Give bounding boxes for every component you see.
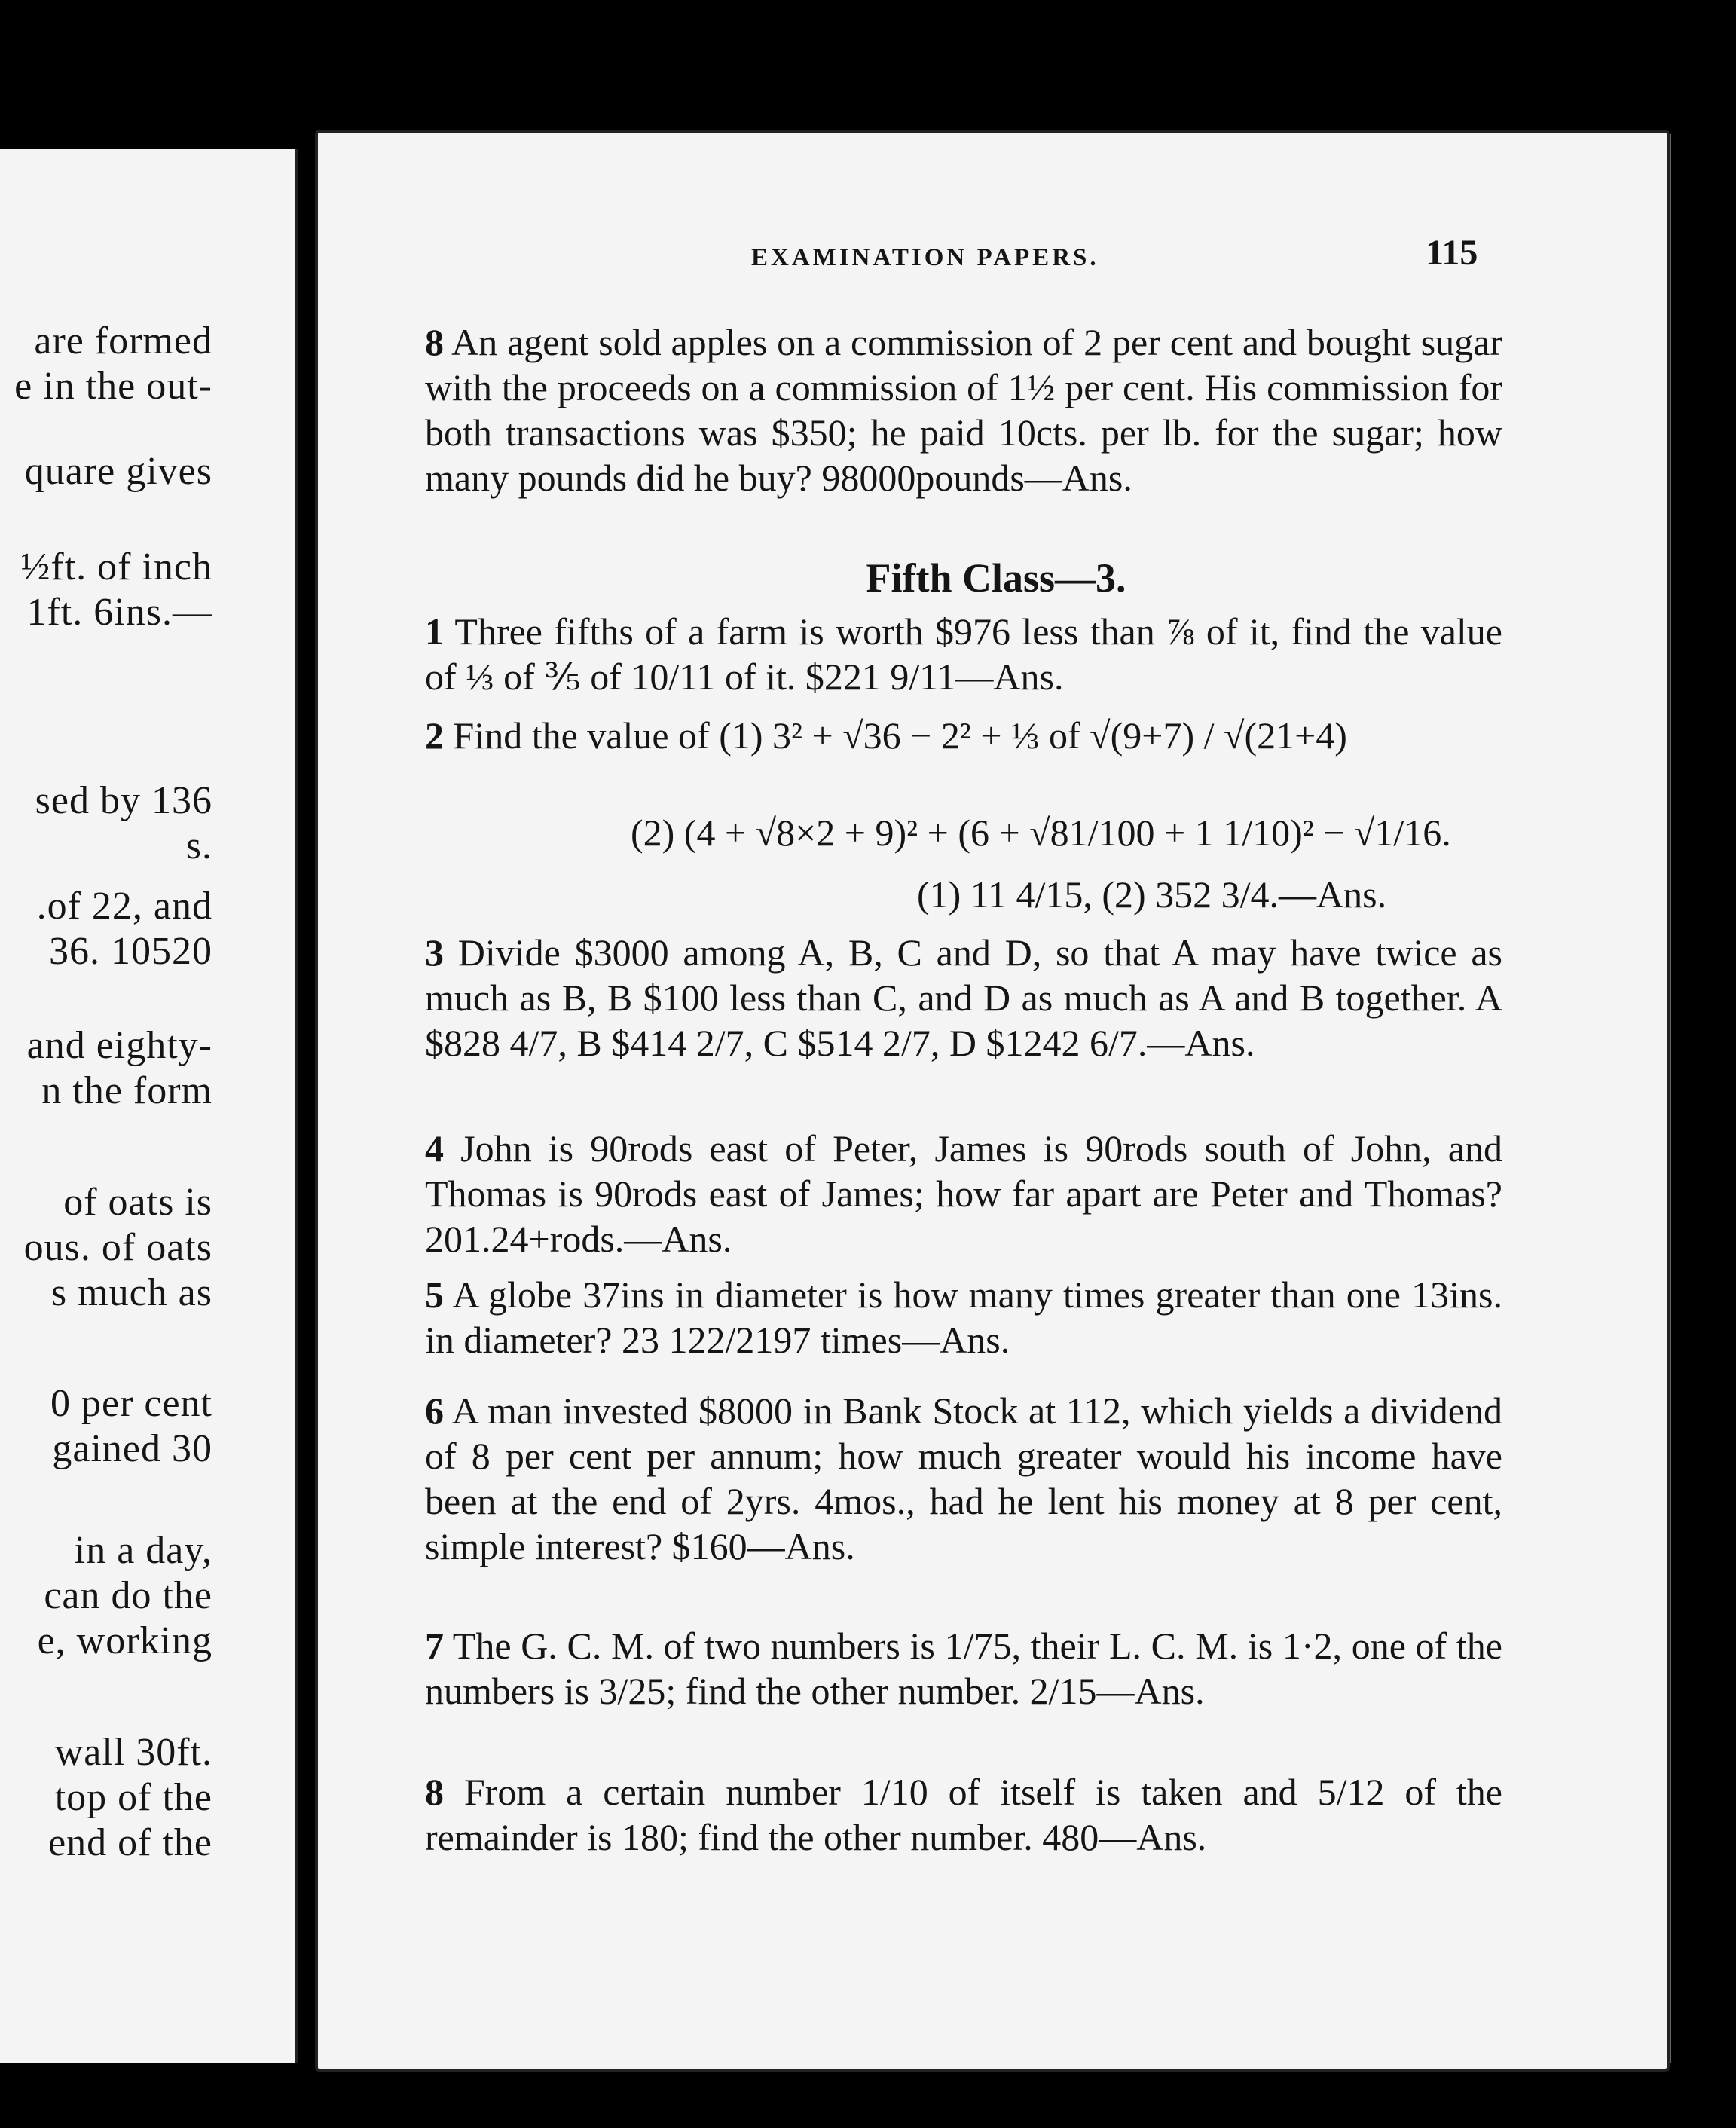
left-text-line: e, working: [37, 1619, 212, 1662]
left-text-line: n the form: [41, 1069, 212, 1112]
problem-paragraph: [425, 1388, 1502, 1569]
problem-text: From a certain number 1/10 of itself is taken and 5/12 of the remainder is 180; find the other number. 480—Ans.: [425, 1771, 1503, 1858]
left-text-line: top of the: [54, 1776, 212, 1819]
running-header: EXAMINATION PAPERS.: [751, 244, 1099, 271]
problem-text: The G. C. M. of two numbers is 1/75, their L. C. M. is 1·2, one of the numbers is 3/25; find the other number. 2/15—Ans.: [425, 1625, 1502, 1712]
left-text-line: e in the out-: [14, 365, 212, 408]
problem-number: 7: [425, 1625, 444, 1667]
left-text-line: .of 22, and: [36, 885, 212, 928]
problem-paragraph: [425, 713, 1502, 758]
problem-number: 5: [425, 1273, 444, 1316]
problem-text: Find the value of (1) 3² + √36 − 2² + ⅓ of √(9+7) / √(21+4): [453, 714, 1347, 757]
left-text-line: can do the: [44, 1574, 212, 1617]
left-text-line: of oats is: [63, 1181, 212, 1224]
left-text-line: in a day,: [74, 1529, 212, 1572]
left-text-line: sed by 136: [35, 779, 212, 822]
problem-paragraph: [425, 1769, 1502, 1860]
left-text-line: and eighty-: [26, 1024, 212, 1067]
problem-number: 8: [425, 321, 444, 363]
left-text-line: 36. 10520: [49, 930, 212, 973]
problem-text: Divide $3000 among A, B, C and D, so that A may have twice as much as B, B $100 less than C, and D as much as A and B together. A $828 4/7, B $414 2/7, C $514 2/7, D $1242 6/7.—Ans.: [425, 931, 1503, 1064]
left-text-line: gained 30: [52, 1427, 212, 1470]
left-text-line: are formed: [34, 320, 212, 362]
left-text-line: wall 30ft.: [54, 1731, 212, 1774]
problem-number: 2: [425, 714, 444, 757]
problem-text: An agent sold apples on a commission of 2 per cent and bought sugar with the proceeds on a commission of 1½ per cent. His commission for both transactions was $350; he paid 10cts. per lb. for the sugar; how many pounds did he buy? 98000pounds—Ans.: [425, 321, 1502, 499]
problem-number: 3: [425, 931, 444, 974]
problem-number: 6: [425, 1390, 444, 1432]
problem-paragraph: [425, 930, 1502, 1066]
left-text-line: 1ft. 6ins.—: [26, 591, 212, 634]
book-page: [315, 130, 1670, 2072]
problem-number: 4: [425, 1127, 444, 1169]
problem-paragraph: [425, 609, 1502, 699]
left-text-line: s.: [185, 824, 212, 867]
problem-text: A man invested $8000 in Bank Stock at 112, which yields a dividend of 8 per cent per annum; how much greater would his income have been at the end of 2yrs. 4mos., had he lent his money at 8 per cent, simple interest? $160—Ans.: [425, 1390, 1502, 1567]
section-title: Fifth Class—3.: [866, 555, 1126, 601]
formula-line: (2) (4 + √8×2 + 9)² + (6 + √81/100 + 1 1/10)² − √1/16.: [631, 812, 1451, 854]
problem-text: Three fifths of a farm is worth $976 less than ⅞ of it, find the value of ⅓ of ⅗ of 10/11 of it. $221 9/11—Ans.: [425, 610, 1502, 698]
left-text-line: 0 per cent: [50, 1382, 212, 1425]
problem-paragraph: [425, 320, 1502, 500]
problem-number: 1: [425, 610, 444, 653]
problem-paragraph: [425, 1623, 1502, 1714]
left-text-line: end of the: [48, 1821, 212, 1864]
problem-paragraph: [425, 1126, 1502, 1261]
page-number: 115: [1426, 233, 1478, 273]
left-page-fragment: [0, 149, 298, 2063]
left-text-line: ½ft. of inch: [20, 546, 212, 589]
problem-number: 8: [425, 1771, 444, 1813]
problem-text: A globe 37ins in diameter is how many times greater than one 13ins. in diameter? 23 122/2197 times—Ans.: [425, 1273, 1502, 1361]
answer-line: (1) 11 4/15, (2) 352 3/4.—Ans.: [917, 873, 1387, 916]
left-text-line: s much as: [50, 1271, 212, 1314]
left-text-line: ous. of oats: [23, 1226, 212, 1269]
problem-text: John is 90rods east of Peter, James is 90rods south of John, and Thomas is 90rods east of James; how far apart are Peter and Thomas? 201.24+rods.—Ans.: [425, 1127, 1503, 1260]
left-text-line: quare gives: [24, 450, 212, 493]
problem-paragraph: [425, 1272, 1502, 1362]
